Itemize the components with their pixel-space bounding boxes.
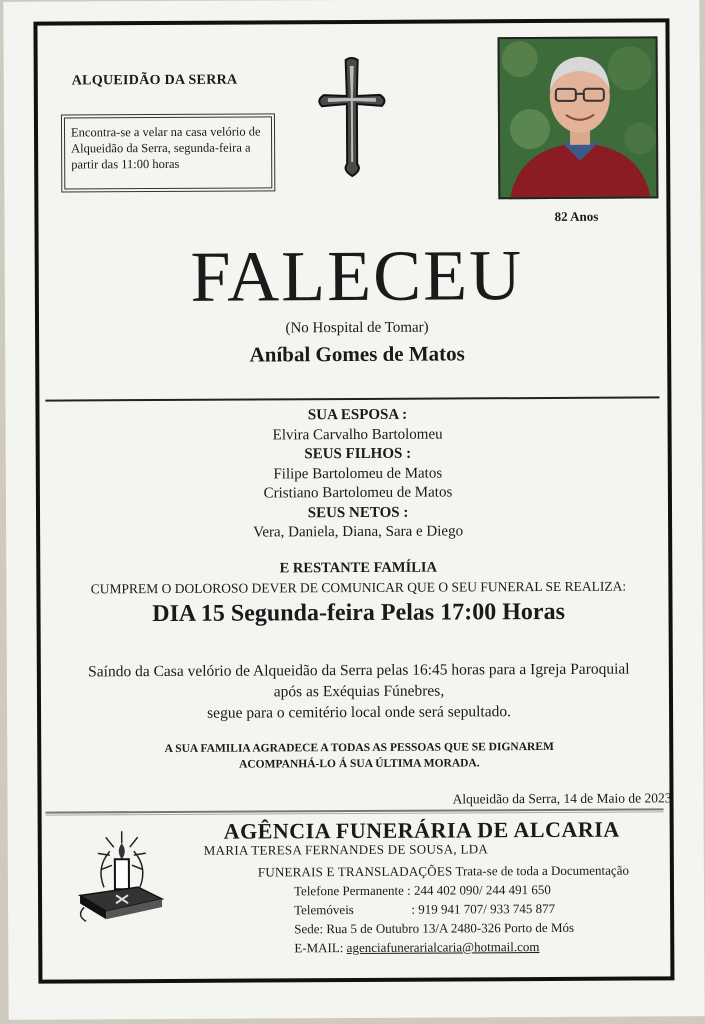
grandchildren-heading: SEUS NETOS : xyxy=(307,504,409,521)
portrait-illustration xyxy=(500,38,657,197)
child-name: Cristiano Bartolomeu de Matos xyxy=(263,484,453,502)
thanks-line: ACOMPANHÁ-LO Á SUA ÚLTIMA MORADA. xyxy=(239,757,480,771)
thanks-note xyxy=(41,738,677,773)
email-link[interactable]: agenciafunerarialcaria@hotmail.com xyxy=(346,939,540,956)
services-note: Trata-se de toda a Documentação xyxy=(455,862,629,879)
phone-label: Telefone Permanente xyxy=(293,882,404,899)
place-date: Alqueidão da Serra, 14 de Maio de 2023 xyxy=(452,790,672,807)
divider xyxy=(45,396,659,401)
phone-row xyxy=(294,880,574,900)
thanks-line: A SUA FAMILIA AGRADECE A TODAS AS PESSOAS QUE SE DIGNAREM xyxy=(164,740,554,755)
family-list xyxy=(39,404,676,544)
candle-bible-icon xyxy=(76,829,167,925)
obituary-sheet xyxy=(3,0,704,1020)
mobile-row xyxy=(294,899,574,919)
spouse-heading: SUA ESPOSA : xyxy=(307,406,408,424)
agency-services xyxy=(258,863,629,881)
headline: FALECEU xyxy=(190,235,524,317)
portrait-photo xyxy=(498,36,659,199)
child-name: Filipe Bartolomeu de Matos xyxy=(273,465,443,482)
services-label: FUNERAIS E TRANSLADAÇÕES xyxy=(257,863,453,880)
deceased-name: Aníbal Gomes de Matos xyxy=(249,341,465,367)
cross-icon xyxy=(316,56,389,178)
email-row xyxy=(294,937,574,957)
vigil-notice: Encontra-se a velar na casa velório de Alqueidão da Serra, segunda-feira a partir das 11:00 horas xyxy=(64,116,272,189)
children-heading: SEUS FILHOS : xyxy=(304,445,412,463)
funeral-date: DIA 15 Segunda-feira Pelas 17:00 Horas xyxy=(152,598,565,628)
rest-family: E RESTANTE FAMÍLIA xyxy=(279,559,438,577)
procession-details xyxy=(41,658,677,724)
email-label: E-MAIL: xyxy=(294,940,344,956)
agency-owner: MARIA TERESA FERNANDES DE SOUSA, LDA xyxy=(203,841,489,858)
procession-line: após as Exéquias Fúnebres, xyxy=(273,682,445,701)
agency-contacts xyxy=(294,880,574,957)
obituary-frame xyxy=(33,18,674,983)
procession-line: segue para o cemitério local onde será sepultado. xyxy=(207,703,512,722)
spouse-name: Elvira Carvalho Bartolomeu xyxy=(272,426,443,443)
grandchildren-names: Vera, Daniela, Diana, Sara e Diego xyxy=(253,523,464,541)
address: Sede: Rua 5 de Outubro 13/A 2480-326 Porto de Mós xyxy=(294,919,575,937)
mobile-number: : 919 941 707/ 933 745 877 xyxy=(411,900,556,917)
mobile-label: Telemóveis xyxy=(294,902,354,918)
town-name: ALQUEIDÃO DA SERRA xyxy=(71,72,238,89)
age-label: 82 Anos xyxy=(554,208,599,224)
agency-name: AGÊNCIA FUNERÁRIA DE ALCARIA xyxy=(223,816,620,844)
phone-number: : 244 402 090/ 244 491 650 xyxy=(407,881,551,898)
hospital-note: (No Hospital de Tomar) xyxy=(285,319,429,337)
duty-statement: CUMPREM O DOLOROSO DEVER DE COMUNICAR QUE O SEU FUNERAL SE REALIZA: xyxy=(90,578,627,597)
procession-line: Saíndo da Casa velório de Alqueidão da Serra pelas 16:45 horas para a Igreja Paroquial xyxy=(88,660,630,681)
